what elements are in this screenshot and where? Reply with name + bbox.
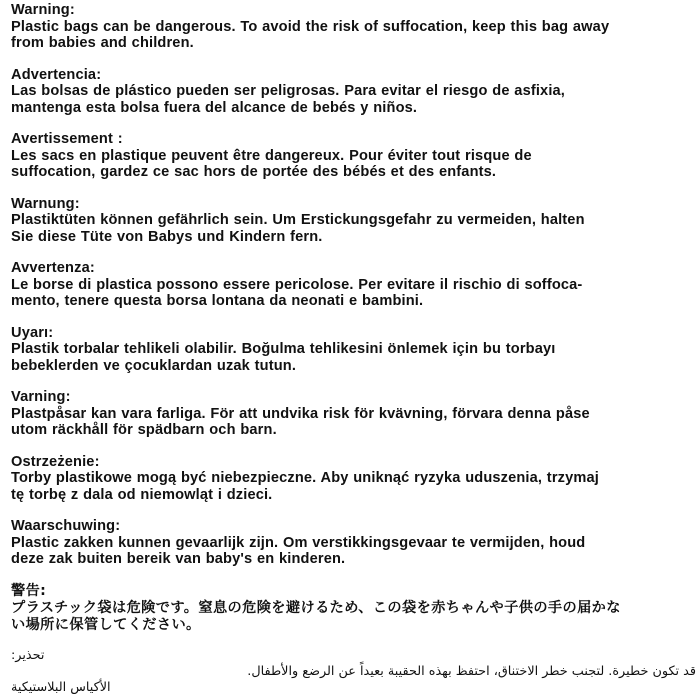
warning-heading-french: Avertissement : — [11, 131, 123, 147]
warning-heading-italian: Avvertenza: — [11, 260, 95, 276]
warning-text-line: Le borse di plastica possono essere pericolose. Per evitare il rischio di soffoca- — [11, 276, 583, 293]
warning-text-line: Les sacs en plastique peuvent être dangereux. Pour éviter tout risque de — [11, 147, 532, 164]
warning-text-line: Plastiktüten können gefährlich sein. Um Erstickungsgefahr zu vermeiden, halten — [11, 212, 585, 228]
warning-heading-turkish: Uyarı: — [11, 324, 54, 341]
warning-heading-spanish: Advertencia: — [11, 66, 102, 83]
warning-text-line: bebeklerden ve çocuklardan uzak tutun. — [11, 357, 297, 374]
warning-label-page — [11, 2, 694, 634]
warning-german — [11, 196, 694, 246]
warning-text-line: suffocation, gardez ce sac hors de portée des bébés et des enfants. — [11, 164, 497, 180]
warning-text-line: mento, tenere questa borsa lontana da neonati e bambini. — [11, 293, 424, 309]
warning-dutch — [11, 518, 694, 568]
warning-text-line: Sie diese Tüte von Babys und Kindern fern. — [11, 228, 323, 245]
warning-text-line: الأكياس البلاستيكية — [11, 680, 111, 695]
warning-spanish — [11, 67, 694, 117]
warning-heading-polish: Ostrzeżenie: — [11, 453, 100, 470]
warning-polish — [11, 454, 694, 504]
warning-text-line: い場所に保管してください。 — [11, 616, 201, 633]
warning-text-line: Plastic bags can be dangerous. To avoid the risk of suffocation, keep this bag away — [11, 18, 610, 35]
warning-text-line: Torby plastikowe mogą być niebezpieczne. Aby uniknąć ryzyka uduszenia, trzymaj — [11, 470, 599, 486]
warning-text-line: deze zak buiten bereik van baby's en kinderen. — [11, 551, 346, 567]
warning-english — [11, 2, 694, 52]
warning-text-line: プラスチック袋は危険です。窒息の危険を避けるため、この袋を赤ちゃんや子供の手の届かな — [11, 599, 621, 616]
warning-text-line: Las bolsas de plástico pueden ser peligrosas. Para evitar el riesgo de asfixia, — [11, 83, 565, 99]
warning-heading-german: Warnung: — [11, 195, 80, 212]
warning-arabic — [11, 648, 696, 696]
warning-swedish — [11, 389, 694, 439]
warning-heading-dutch: Waarschuwing: — [11, 518, 121, 534]
warning-french — [11, 131, 694, 181]
warning-text-line: from babies and children. — [11, 35, 194, 51]
warning-heading-english: Warning: — [11, 2, 75, 18]
warning-heading-japanese: 警告: — [11, 582, 47, 599]
warning-italian — [11, 260, 694, 310]
warning-text-line: Plastpåsar kan vara farliga. För att undvika risk för kvävning, förvara denna påse — [11, 405, 590, 422]
warning-turkish — [11, 325, 694, 375]
warning-text-line: Plastic zakken kunnen gevaarlijk zijn. Om verstikkingsgevaar te vermijden, houd — [11, 534, 586, 551]
warning-heading-arabic: تحذير: — [11, 648, 45, 663]
warning-japanese — [11, 583, 694, 634]
warning-text-line: tę torbę z dala od niemowląt i dzieci. — [11, 486, 273, 503]
warning-text-line: قد تكون خطيرة. لتجنب خطر الاختناق، احتفظ بهذه الحقيبة بعيداً عن الرضع والأطفال. — [247, 664, 696, 679]
warning-text-line: mantenga esta bolsa fuera del alcance de bebés y niños. — [11, 99, 418, 116]
warning-heading-swedish: Varning: — [11, 389, 71, 405]
warning-text-line: Plastik torbalar tehlikeli olabilir. Boğulma tehlikesini önlemek için bu torbayı — [11, 341, 556, 357]
warning-text-line: utom räckhåll för spädbarn och barn. — [11, 422, 277, 438]
